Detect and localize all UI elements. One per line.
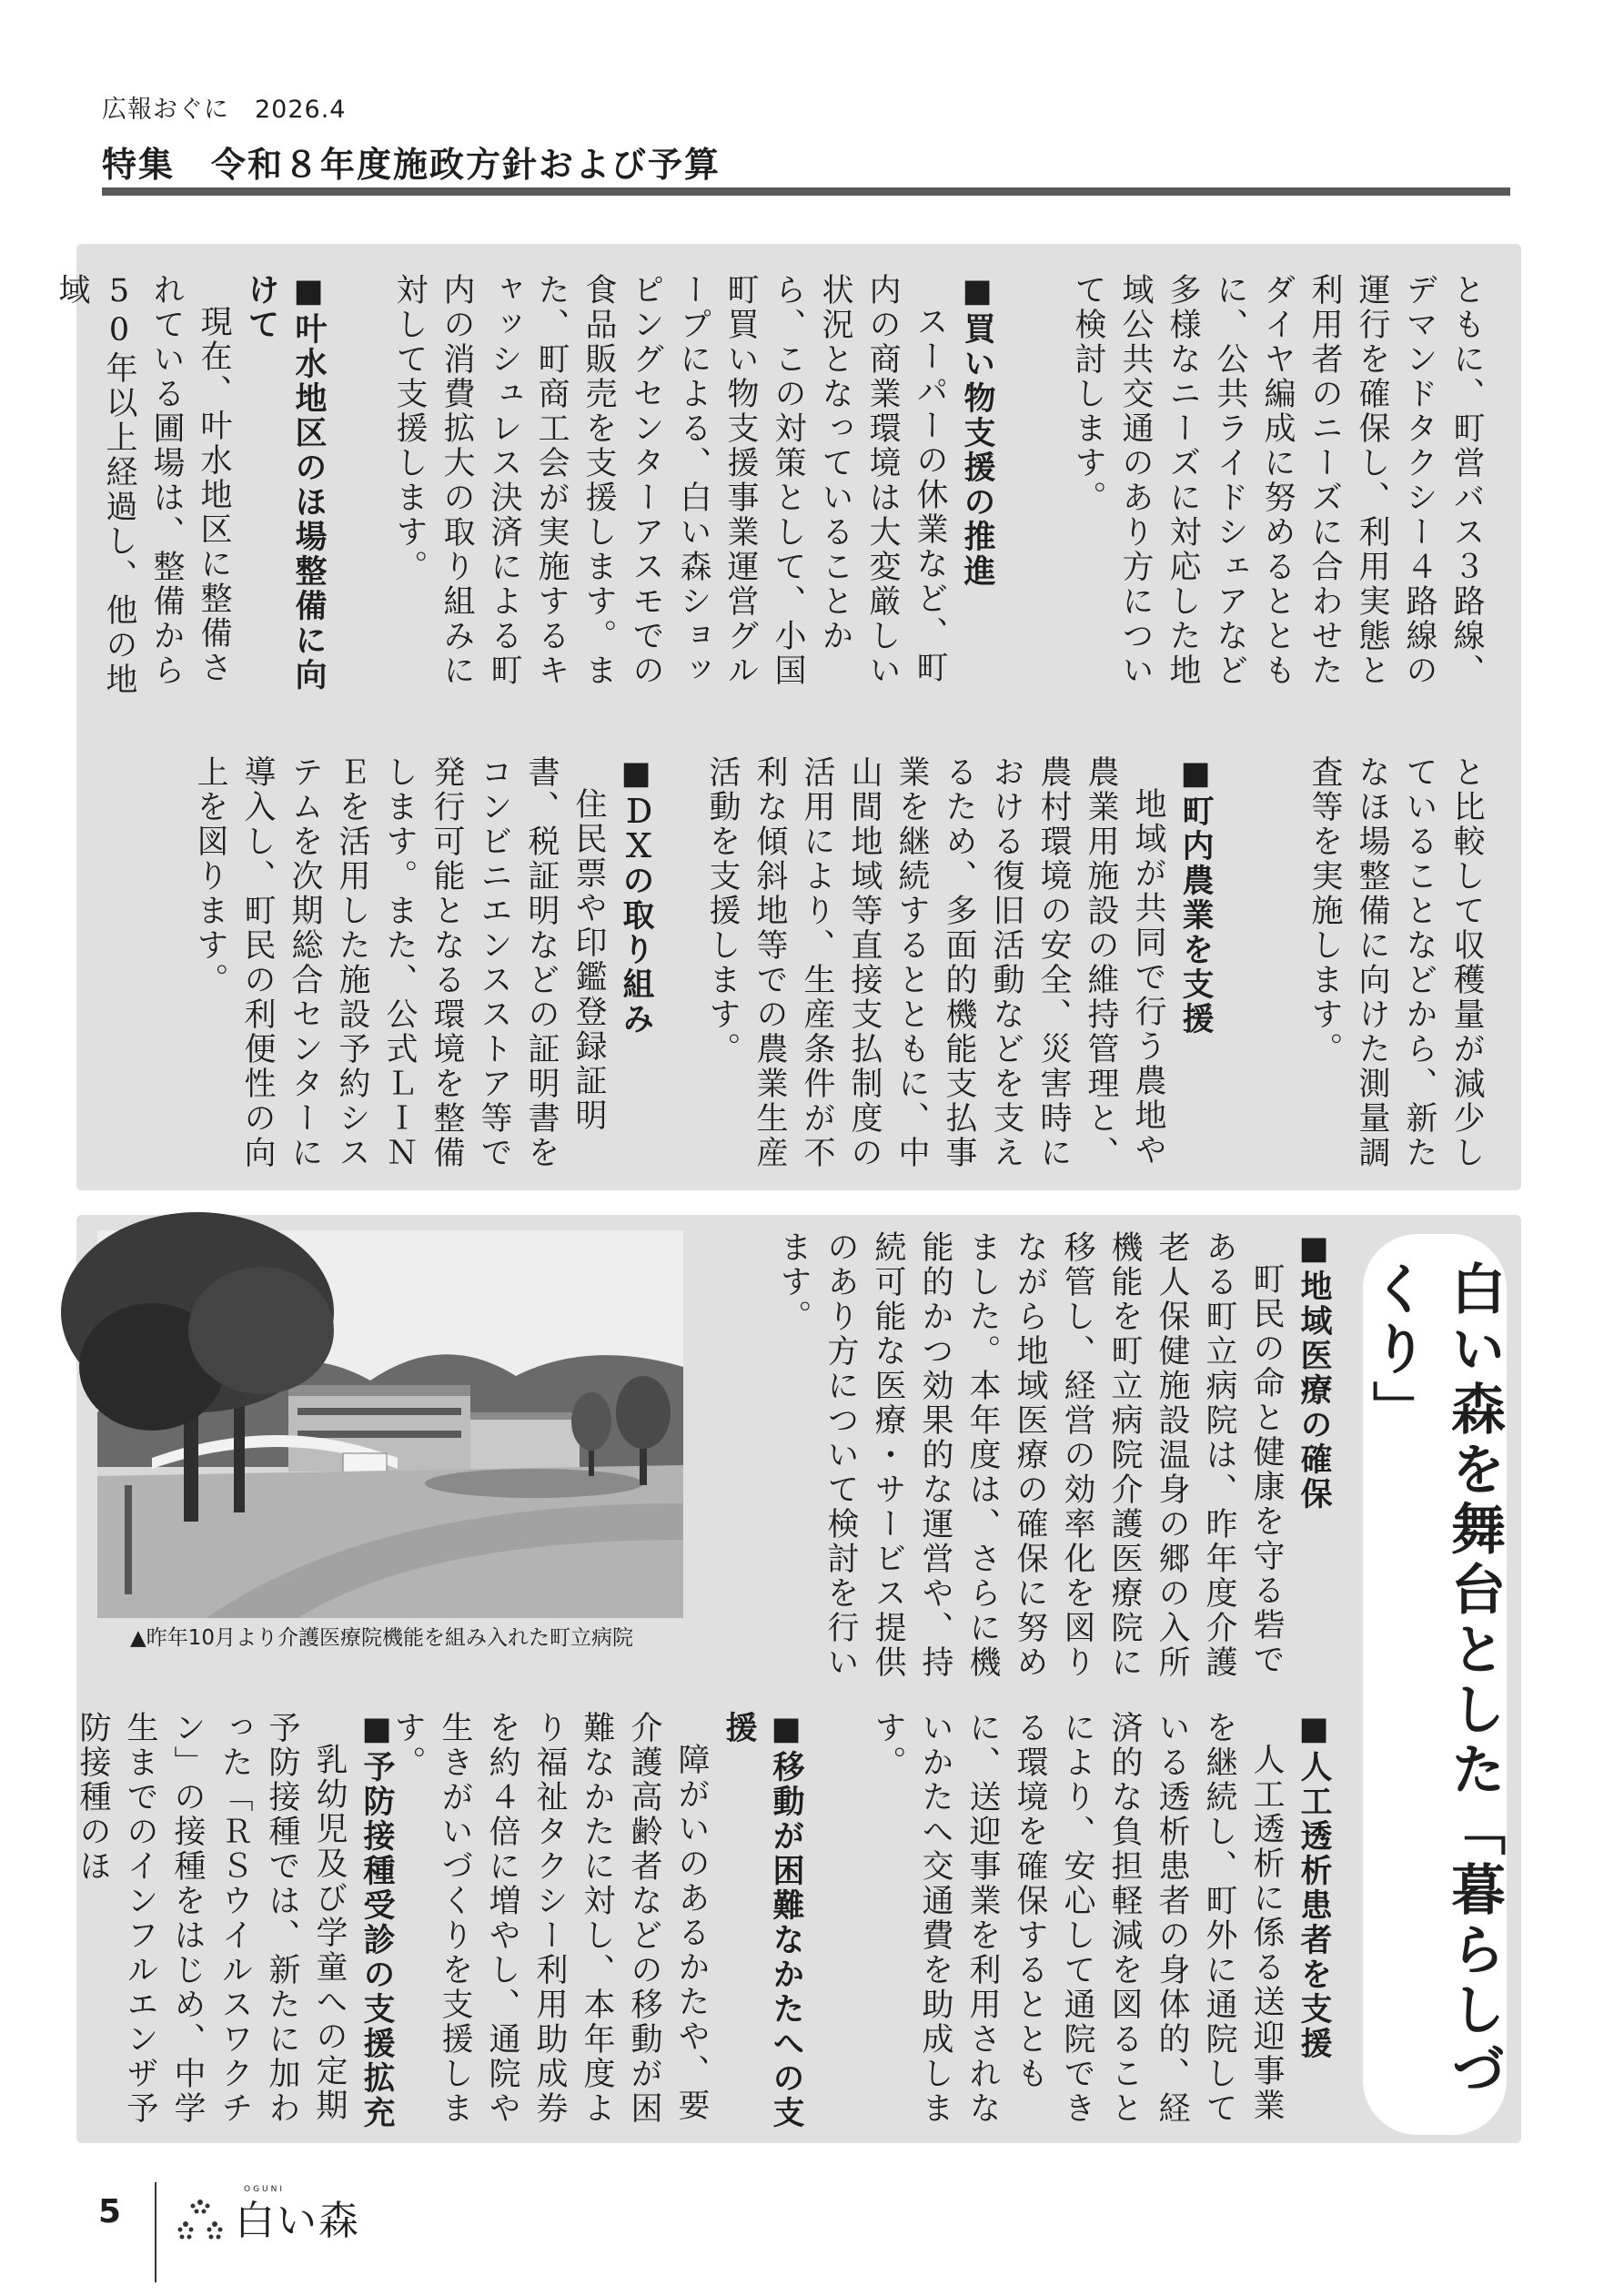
agriculture-section [704,755,1219,1174]
vaccination-section [75,1711,400,2139]
kanasui-heading: ■叶水地区のほ場整備に向けて [243,273,327,693]
kanasui-section [54,273,332,710]
mobility-section [389,1711,810,2139]
dialysis-section [855,1711,1337,2139]
dialysis-body: 人工透析に係る送迎事業を継続し、町外に通院している透析患者の身体的、経済的な負担軽減を図ることにより、安心して通院できる環境を確保するとともに、送迎事業を利用されないかたへ交通費を助成します。 [870,1711,1285,2126]
dx-section [91,755,660,1174]
hospital-photo-image [97,1230,683,1618]
feature-banner-text: 白い森を舞台とした「暮らしづくり」 [1364,1260,1506,2101]
logo-text: 白い森 [235,2198,360,2244]
snowflake-logo-icon [173,2193,227,2248]
page-number: 5 [98,2193,122,2230]
shopping-body: スーパーの休業など、町内の商業環境は大変厳しい状況となっていることから、この対策として、小国町買い物支援事業運営グループによる、白い森ショッピングセンターアスモでの食品販売を支援します。また、町商工会が実施するキャッシュレス決済による町内の消費拡大の取り組みに対して支援します。 [391,273,948,688]
dx-body: 住民票や印鑑登録証明書、税証明などの証明書をコンビニエンスストア等で発行可能となる環境を整備します。また、公式ＬＩＮＥを活用した施設予約システムを次期総合センターに導入し、町民の利便性の向上を図ります。 [192,755,607,1170]
photo-caption: ▲昨年10月より介護医療院機能を組み入れた町立病院 [130,1626,633,1650]
kanasui-body: 現在、叶水地区に整備されている圃場は、整備から50年以上経過し、他の地域 [54,273,232,697]
vaccination-body: 乳幼児及び学童への定期予防接種では、新たに加わった「ＲＳウイルスワクチン」の接種をはじめ、中学生までのインフルエンザ予防接種のほ [75,1711,348,2126]
mobility-body: 障がいのあるかたや、要介護高齢者などの移動が困難なかたに対し、本年度より福祉タクシー利用助成券を約４倍に増やし、通院や生きがいづくりを支援します。 [389,1711,710,2126]
mobility-heading: ■移動が困難なかたへの支援 [721,1711,804,2130]
page-title: 特集 令和８年度施政方針および予算 [102,145,721,185]
medical-body: 町民の命と健康を守る砦である町立病院は、昨年度介護老人保健施設温身の郷の入所機能を町立病院介護医療院に移管し、経営の効率化を図りながら地域医療の確保に努めました。本年度は、さらに機能的かつ効果的な運営や、持続可能な医療・サービス提供のあり方について検討を行います。 [775,1230,1285,1680]
medical-section [728,1230,1337,1693]
medical-heading: ■地域医療の確保 [1296,1230,1332,1512]
agriculture-body: 地域が共同で行う農地や農業用施設の維持管理と、農村環境の安全、災害時における復旧活動などを支えるため、多面的機能支払事業を継続するとともに、中山間地域等直接支払制度の活用により、生産条件が不利な傾斜地等での農業生産活動を支援します。 [704,755,1166,1170]
kanasui-continuation: と比較して収穫量が減少していることなどから、新たなほ場整備に向けた測量調査等を実施します。 [1306,755,1485,1170]
dialysis-heading: ■人工透析患者を支援 [1296,1711,1332,2061]
agriculture-heading: ■町内農業を支援 [1177,755,1214,1037]
transport-continuation: ともに、町営バス３路線、デマンドタクシー４路線の運行を確保し、利用実態と利用者のニーズに合わせたダイヤ編成に努めるとともに、公共ライドシェアなど多様なニーズに対応した地域公共交通のあり方について検討します。 [1070,273,1485,688]
shopping-heading: ■買い物支援の推進 [959,273,995,589]
logo-small-text: OGUNI [244,2185,286,2194]
shopping-section [364,273,1001,710]
hospital-photo [97,1230,683,1618]
header-rule [102,187,1510,196]
vaccination-heading: ■予防接種受診の支援拡充 [358,1711,395,2130]
dx-heading: ■ＤＸの取り組み [618,755,654,1037]
publication-line: 広報おぐに 2026.4 [102,96,347,124]
footer-rule [155,2182,156,2282]
